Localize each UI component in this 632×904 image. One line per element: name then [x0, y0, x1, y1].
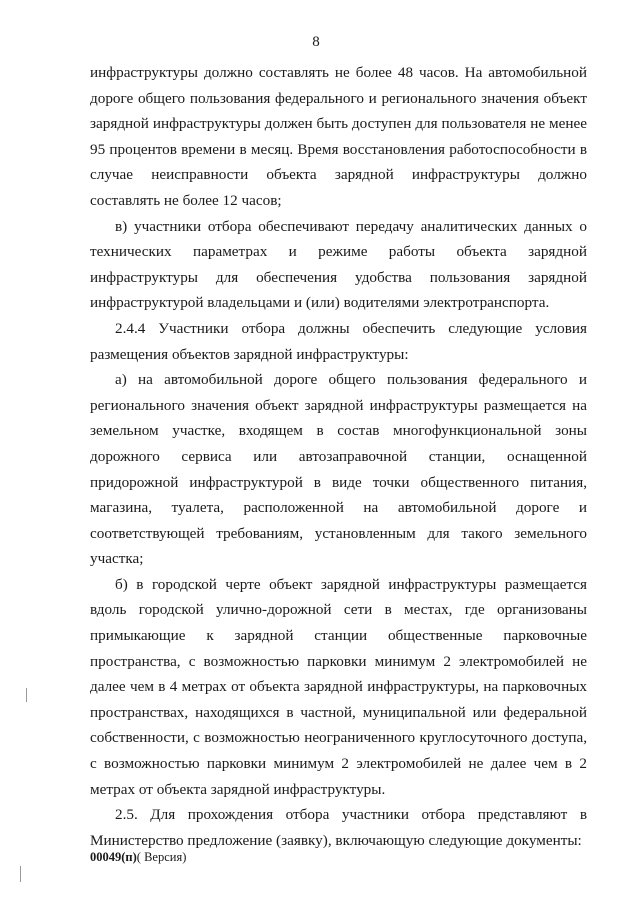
page-number: 8: [312, 34, 320, 50]
paragraph-section-2-5: 2.5. Для прохождения отбора участники отбора представляют в Министерство предложение (заявку), включающую следующие документы:: [90, 806, 587, 849]
document-footer: [90, 850, 186, 865]
paragraph-item-v: в) участники отбора обеспечивают передачу аналитических данных о технических параметрах и режиме работы объекта зарядной инфраструктуры для обеспечения удобства пользования зарядной инфраструктурой владельцами и (или) водителями электротранспорта.: [90, 217, 587, 312]
scan-margin-mark: [26, 688, 27, 702]
scan-margin-mark: [20, 866, 21, 882]
paragraph-continuation: инфраструктуры должно составлять не более 48 часов. На автомобильной дороге общего пользования федерального и регионального значения объект зарядной инфраструктуры должен быть доступен для пользователя не менее 95 процентов времени в месяц. Время восстановления работоспособности в случае неисправности объекта зарядной инфраструктуры должно составлять не более 12 часов;: [90, 64, 587, 209]
paragraph-section-2-4-4: 2.4.4 Участники отбора должны обеспечить следующие условия размещения объектов зарядной инфраструктуры:: [90, 319, 587, 363]
document-version: ( Версия): [136, 850, 187, 864]
paragraph-item-a: а) на автомобильной дороге общего пользования федерального и регионального значения объект зарядной инфраструктуры размещается на земельном участке, входящем в состав многофункциональной зоны дорожного сервиса или автозаправочной станции, оснащенной придорожной инфраструктурой в виде точки общественного питания, магазина, туалета, расположенной на автомобильной дороге и соответствующей требованиям, установленным для такого земельного участка;: [90, 371, 587, 568]
document-code: 00049(п): [90, 850, 137, 864]
paragraph-item-b: б) в городской черте объект зарядной инфраструктуры размещается вдоль городской улично-дорожной сети в местах, где организованы примыкающие к зарядной станции общественные парковочные пространства, с возможностью парковки минимум 2 электромобилей не далее чем в 4 метрах от объекта зарядной инфраструктуры, на парковочных пространствах, находящихся в частной, муниципальной или федеральной собственности, с возможностью неограниченного круглосуточного доступа, с возможностью парковки минимум 2 электромобилей не далее чем в 2 метрах от объекта зарядной инфраструктуры.: [90, 575, 587, 798]
document-body: [90, 60, 587, 853]
